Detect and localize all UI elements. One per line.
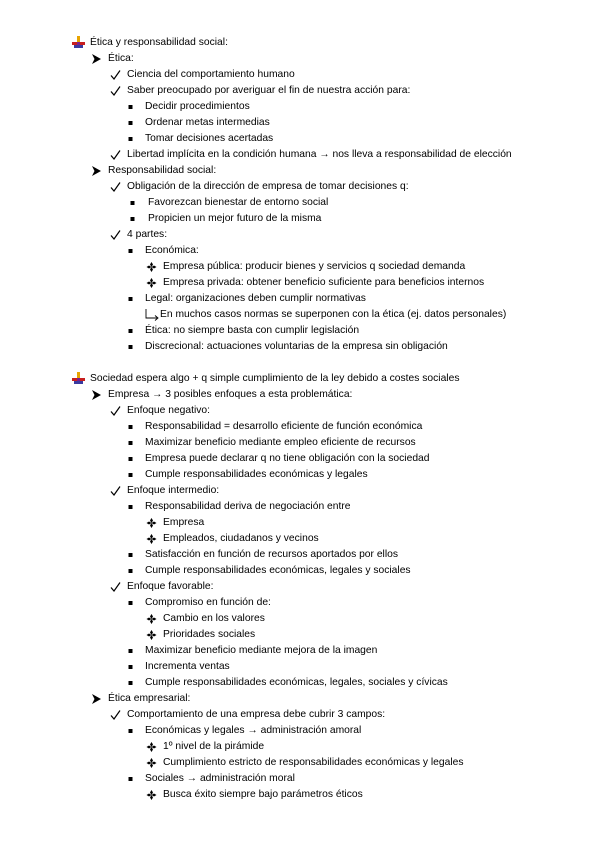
list-item-text: Favorezcan bienestar de entorno social xyxy=(148,197,329,208)
list-item-text: Tomar decisiones acertadas xyxy=(145,133,274,144)
list-item xyxy=(0,787,599,803)
list-item-text: Maximizar beneficio mediante mejora de la imagen xyxy=(145,645,378,656)
list-item-text: Incrementa ventas xyxy=(145,661,230,672)
list-item xyxy=(0,691,599,707)
square-bullet-icon xyxy=(128,131,134,147)
list-item xyxy=(0,83,599,99)
list-item-text: Ordenar metas intermedias xyxy=(145,117,270,128)
list-item-text: Empresa xyxy=(163,517,205,528)
list-item xyxy=(0,563,599,579)
list-item xyxy=(0,51,599,67)
corner-arrow-icon xyxy=(145,307,161,323)
square-bullet-icon xyxy=(128,291,134,307)
pyramid-bullet-icon xyxy=(72,35,86,51)
square-bullet-icon xyxy=(128,771,134,787)
list-item-text: En muchos casos normas se superponen con la ética (ej. datos personales) xyxy=(160,309,507,320)
square-bullet-icon xyxy=(128,499,134,515)
list-item-text: Ética: xyxy=(108,53,134,64)
list-item xyxy=(0,643,599,659)
diamond-bullet-icon xyxy=(146,611,157,627)
list-item xyxy=(0,771,599,787)
section-heading xyxy=(0,371,599,387)
list-item xyxy=(0,147,599,163)
list-item-text: Compromiso en función de: xyxy=(145,597,271,608)
list-item xyxy=(0,227,599,243)
list-item xyxy=(0,531,599,547)
list-item xyxy=(0,243,599,259)
list-item-text: Libertad implícita en la condición humana → nos lleva a responsabilidad de elección xyxy=(127,149,512,160)
square-bullet-icon xyxy=(130,195,136,211)
square-bullet-icon xyxy=(128,547,134,563)
square-bullet-icon xyxy=(128,659,134,675)
list-item xyxy=(0,403,599,419)
list-item xyxy=(0,179,599,195)
section-heading-text: Ética y responsabilidad social: xyxy=(90,37,228,48)
check-bullet-icon xyxy=(110,403,121,419)
pyramid-bullet-icon xyxy=(72,371,86,387)
list-item xyxy=(0,675,599,691)
list-item-text: Empleados, ciudadanos y vecinos xyxy=(163,533,319,544)
list-item-text: Sociales → administración moral xyxy=(145,773,295,784)
list-item-text: Decidir procedimientos xyxy=(145,101,250,112)
section-heading xyxy=(0,35,599,51)
square-bullet-icon xyxy=(130,211,136,227)
diamond-bullet-icon xyxy=(146,531,157,547)
square-bullet-icon xyxy=(128,419,134,435)
diamond-bullet-icon xyxy=(146,755,157,771)
square-bullet-icon xyxy=(128,563,134,579)
square-bullet-icon xyxy=(128,339,134,355)
list-item-text: Cumple responsabilidades económicas, legales y sociales xyxy=(145,565,411,576)
list-item-text: Empresa privada: obtener beneficio suficiente para beneficios internos xyxy=(163,277,485,288)
square-bullet-icon xyxy=(128,115,134,131)
list-item xyxy=(0,451,599,467)
square-bullet-icon xyxy=(128,451,134,467)
section-heading-text: Sociedad espera algo + q simple cumplimiento de la ley debido a costes sociales xyxy=(90,373,460,384)
list-item-text: Enfoque favorable: xyxy=(127,581,214,592)
list-item-text: Responsabilidad = desarrollo eficiente de función económica xyxy=(145,421,423,432)
list-item xyxy=(0,387,599,403)
arrow-bullet-icon xyxy=(91,387,102,403)
list-item-text: Ética: no siempre basta con cumplir legislación xyxy=(145,325,360,336)
square-bullet-icon xyxy=(128,243,134,259)
check-bullet-icon xyxy=(110,147,121,163)
list-item xyxy=(0,739,599,755)
list-item xyxy=(0,419,599,435)
list-item xyxy=(0,259,599,275)
list-item-text: Económica: xyxy=(145,245,199,256)
list-item-text: Cumplimiento estricto de responsabilidades económicas y legales xyxy=(163,757,464,768)
square-bullet-icon xyxy=(128,723,134,739)
diamond-bullet-icon xyxy=(146,259,157,275)
list-item-text: Legal: organizaciones deben cumplir normativas xyxy=(145,293,366,304)
list-item-text: Ciencia del comportamiento humano xyxy=(127,69,295,80)
list-item xyxy=(0,435,599,451)
square-bullet-icon xyxy=(128,595,134,611)
list-item xyxy=(0,275,599,291)
list-item-text: Ética empresarial: xyxy=(108,693,191,704)
list-item xyxy=(0,339,599,355)
arrow-bullet-icon xyxy=(91,163,102,179)
list-item-text: Obligación de la dirección de empresa de tomar decisiones q: xyxy=(127,181,409,192)
list-item-text: Busca éxito siempre bajo parámetros éticos xyxy=(163,789,363,800)
list-item xyxy=(0,627,599,643)
check-bullet-icon xyxy=(110,707,121,723)
list-item-text: Responsabilidad social: xyxy=(108,165,217,176)
list-item xyxy=(0,467,599,483)
list-item xyxy=(0,163,599,179)
list-item-text: Maximizar beneficio mediante empleo eficiente de recursos xyxy=(145,437,416,448)
list-item-text: Responsabilidad deriva de negociación entre xyxy=(145,501,351,512)
square-bullet-icon xyxy=(128,643,134,659)
square-bullet-icon xyxy=(128,435,134,451)
list-item-text: Enfoque negativo: xyxy=(127,405,211,416)
square-bullet-icon xyxy=(128,675,134,691)
list-item xyxy=(0,499,599,515)
check-bullet-icon xyxy=(110,227,121,243)
list-item-text: Discrecional: actuaciones voluntarias de la empresa sin obligación xyxy=(145,341,448,352)
check-bullet-icon xyxy=(110,179,121,195)
list-item xyxy=(0,291,599,307)
list-item xyxy=(0,195,599,211)
list-item xyxy=(0,99,599,115)
list-item xyxy=(0,515,599,531)
square-bullet-icon xyxy=(128,99,134,115)
list-item-text: Satisfacción en función de recursos aportados por ellos xyxy=(145,549,398,560)
list-item-text: Económicas y legales → administración amoral xyxy=(145,725,362,736)
list-item-text: Cumple responsabilidades económicas y legales xyxy=(145,469,368,480)
list-item-text: Saber preocupado por averiguar el fin de nuestra acción para: xyxy=(127,85,411,96)
list-item-text: Cambio en los valores xyxy=(163,613,265,624)
diamond-bullet-icon xyxy=(146,627,157,643)
list-item xyxy=(0,595,599,611)
check-bullet-icon xyxy=(110,579,121,595)
list-item-text: Empresa pública: producir bienes y servicios q sociedad demanda xyxy=(163,261,466,272)
list-item xyxy=(0,115,599,131)
list-item-text: Empresa puede declarar q no tiene obligación con la sociedad xyxy=(145,453,430,464)
list-item-text: 4 partes: xyxy=(127,229,168,240)
arrow-bullet-icon xyxy=(91,691,102,707)
list-item-text: Propicien un mejor futuro de la misma xyxy=(148,213,322,224)
list-item-text: Cumple responsabilidades económicas, legales, sociales y cívicas xyxy=(145,677,448,688)
square-bullet-icon xyxy=(128,467,134,483)
list-item xyxy=(0,707,599,723)
check-bullet-icon xyxy=(110,83,121,99)
diamond-bullet-icon xyxy=(146,787,157,803)
list-item xyxy=(0,611,599,627)
list-item-text: 1º nivel de la pirámide xyxy=(163,741,265,752)
list-item xyxy=(0,579,599,595)
list-item xyxy=(0,547,599,563)
check-bullet-icon xyxy=(110,67,121,83)
section-spacer xyxy=(0,355,599,371)
list-item xyxy=(0,483,599,499)
list-item-text: Enfoque intermedio: xyxy=(127,485,220,496)
list-item xyxy=(0,211,599,227)
list-item xyxy=(0,723,599,739)
arrow-bullet-icon xyxy=(91,51,102,67)
diamond-bullet-icon xyxy=(146,739,157,755)
list-item-text: Prioridades sociales xyxy=(163,629,256,640)
list-item xyxy=(0,755,599,771)
list-item xyxy=(0,67,599,83)
diamond-bullet-icon xyxy=(146,515,157,531)
list-item xyxy=(0,323,599,339)
diamond-bullet-icon xyxy=(146,275,157,291)
list-item xyxy=(0,131,599,147)
square-bullet-icon xyxy=(128,323,134,339)
check-bullet-icon xyxy=(110,483,121,499)
list-item xyxy=(0,659,599,675)
list-item-text: Comportamiento de una empresa debe cubrir 3 campos: xyxy=(127,709,386,720)
list-item-text: Empresa → 3 posibles enfoques a esta problemática: xyxy=(108,389,353,400)
list-item xyxy=(0,307,599,323)
document-body xyxy=(0,35,599,803)
